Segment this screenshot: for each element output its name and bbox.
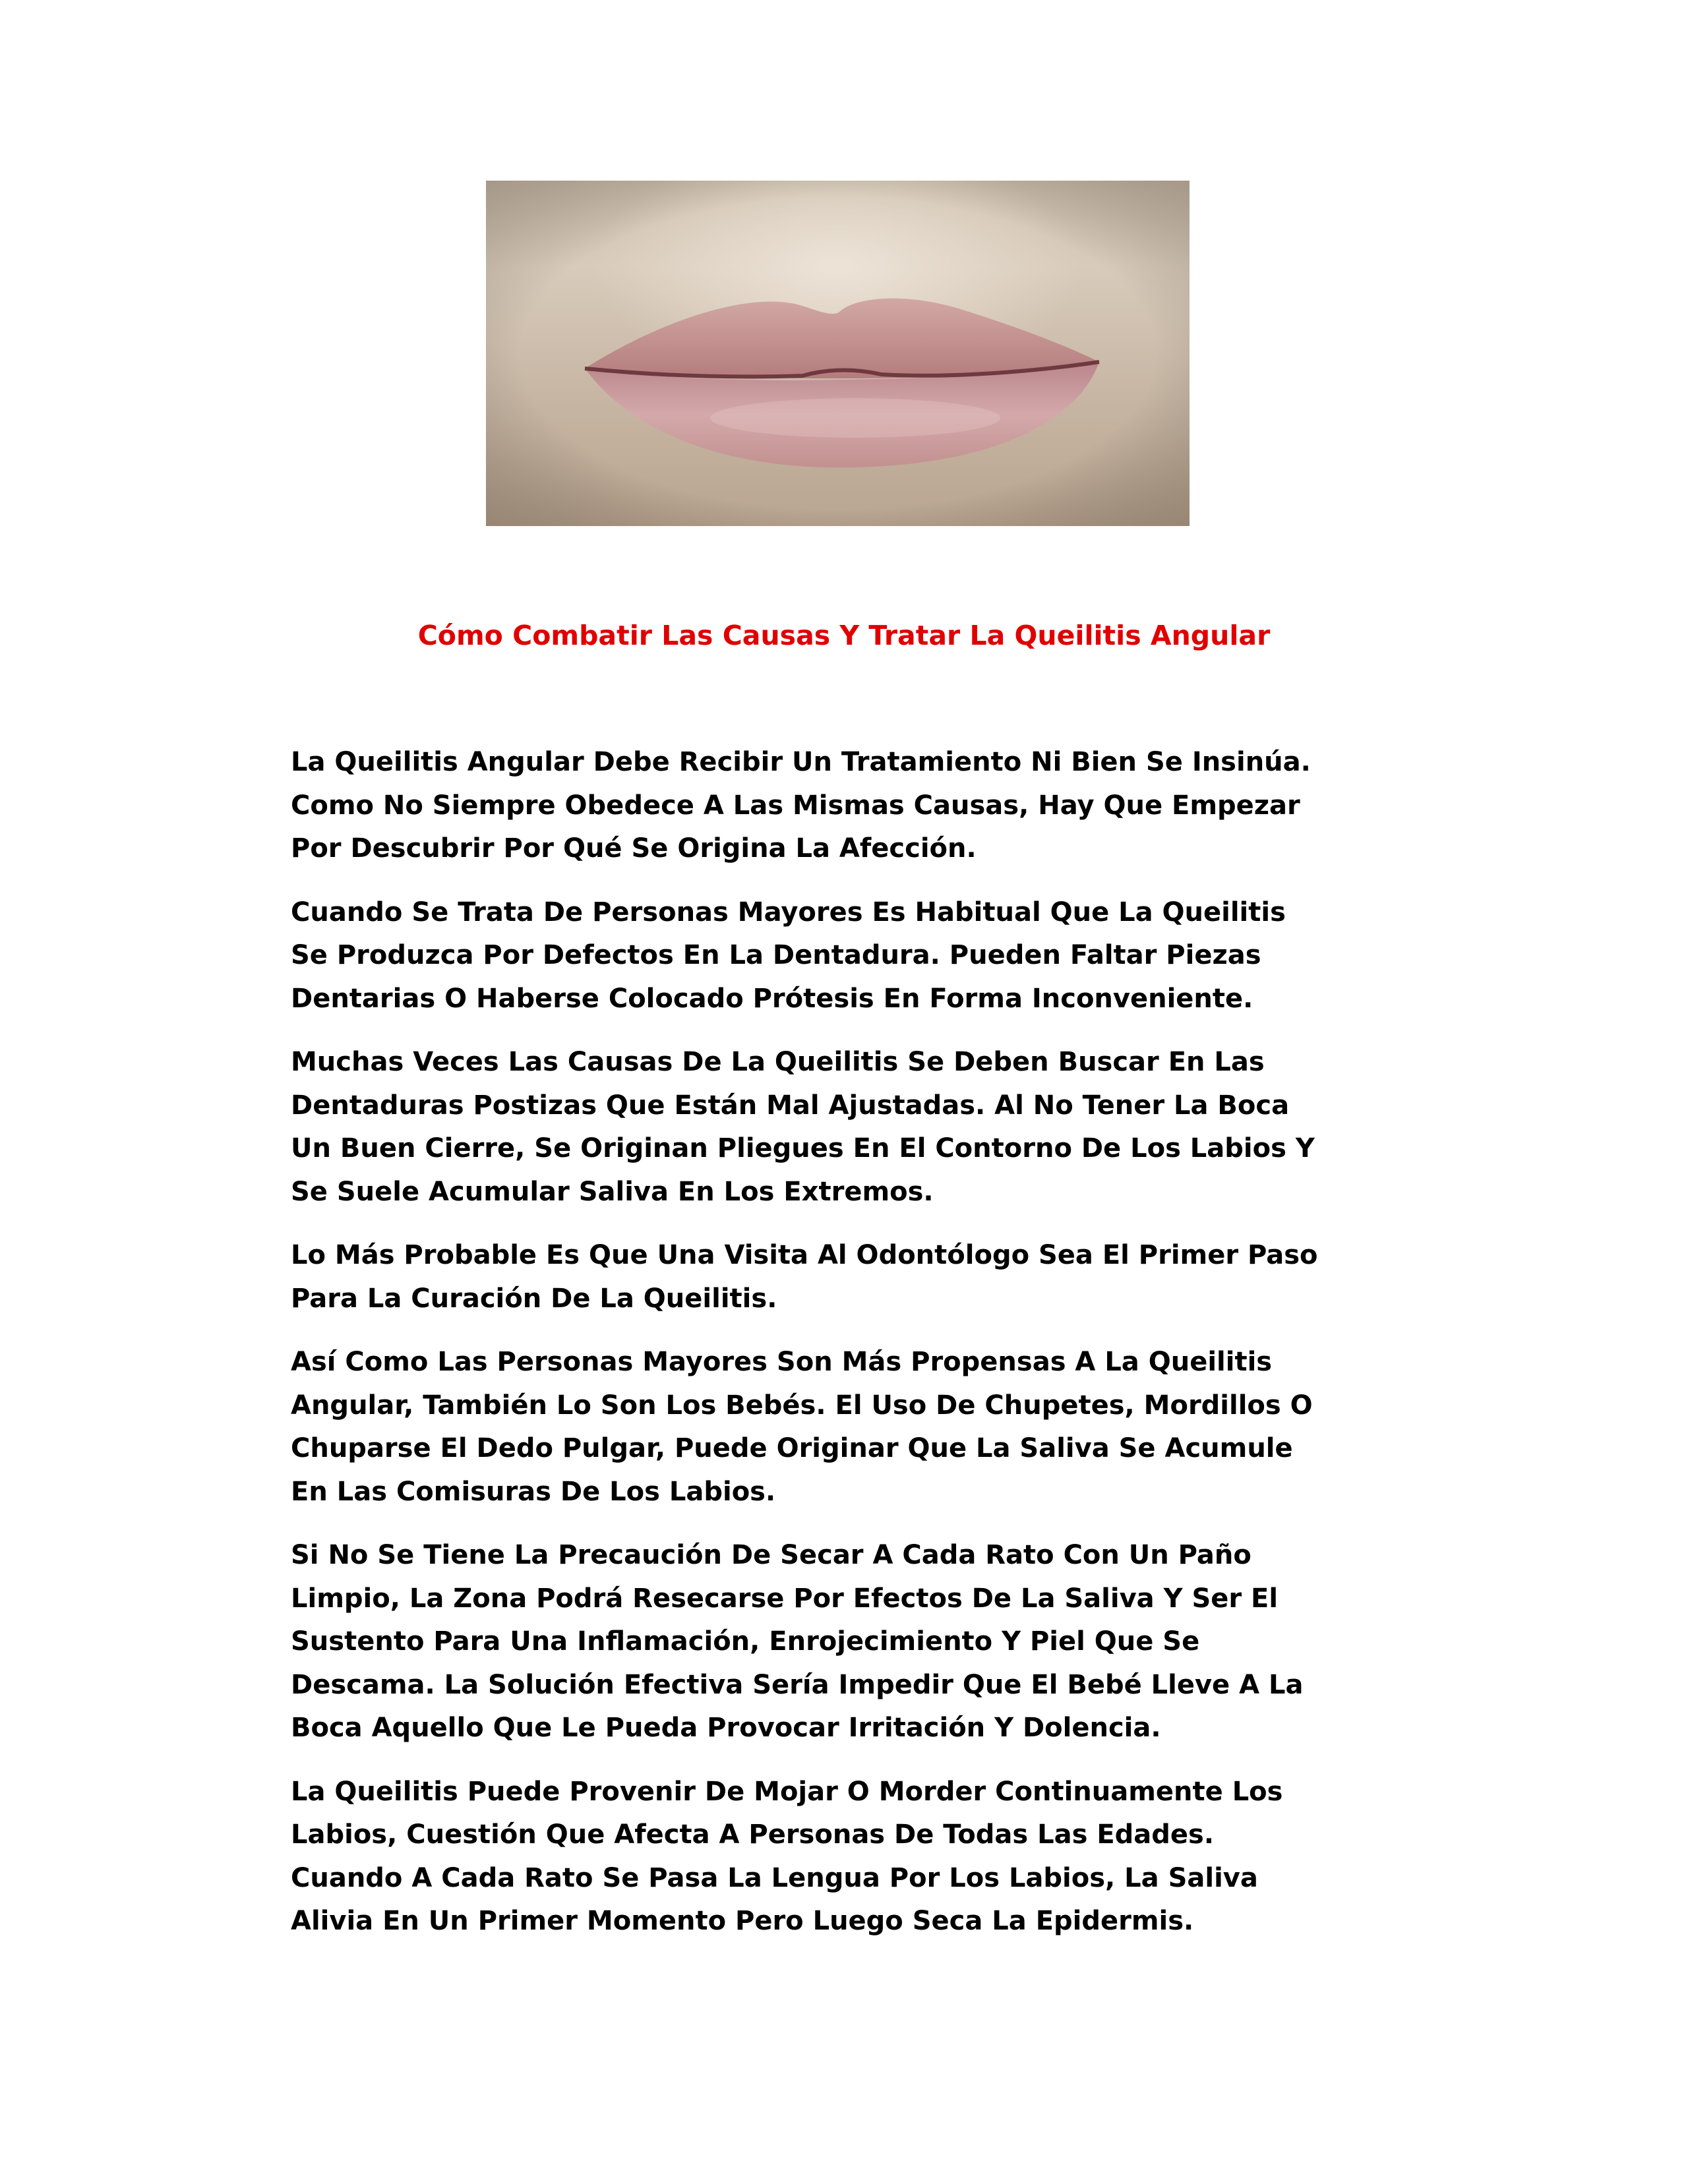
paragraph: Cuando Se Trata De Personas Mayores Es Habitual Que La Queilitis Se Produzca Por Defectos En La Dentadura. Pueden Faltar Piezas Dentarias O Haberse Colocado Prótesis En Forma Inconveniente.: [291, 897, 1286, 1014]
paragraph: Lo Más Probable Es Que Una Visita Al Odontólogo Sea El Primer Paso Para La Curación De La Queilitis.: [291, 1240, 1318, 1314]
article-body: [291, 741, 1412, 1964]
paragraph: Así Como Las Personas Mayores Son Más Propensas A La Queilitis Angular, También Lo Son Los Bebés. El Uso De Chupetes, Mordillos O Chuparse El Dedo Pulgar, Puede Originar Que La Saliva Se Acumule En Las Comisuras De Los Labios.: [291, 1347, 1313, 1507]
lips-photo: [486, 181, 1190, 526]
paragraph: Muchas Veces Las Causas De La Queilitis Se Deben Buscar En Las Dentaduras Postizas Que Están Mal Ajustadas. Al No Tener La Boca Un Buen Cierre, Se Originan Pliegues En El Contorno De Los Labios Y Se Suele Acumular Saliva En Los Extremos.: [291, 1047, 1315, 1207]
paragraph: La Queilitis Angular Debe Recibir Un Tratamiento Ni Bien Se Insinúa. Como No Siempre Obedece A Las Mismas Causas, Hay Que Empezar Por Descubrir Por Qué Se Origina La Afección.: [291, 747, 1311, 864]
paragraph: Si No Se Tiene La Precaución De Secar A Cada Rato Con Un Paño Limpio, La Zona Podrá Resecarse Por Efectos De La Saliva Y Ser El Sustento Para Una Inflamación, Enrojecimiento Y Piel Que Se Descama. La Solución Efectiva Sería Impedir Que El Bebé Lleve A La Boca Aquello Que Le Pueda Provocar Irritación Y Dolencia.: [291, 1540, 1304, 1743]
paragraph: La Queilitis Puede Provenir De Mojar O Morder Continuamente Los Labios, Cuestión Que Afecta A Personas De Todas Las Edades. Cuando A Cada Rato Se Pasa La Lengua Por Los Labios, La Saliva Alivia En Un Primer Momento Pero Luego Seca La Epidermis.: [291, 1776, 1283, 1936]
page-title: Cómo Combatir Las Causas Y Tratar La Queilitis Angular: [417, 620, 1271, 651]
lips-icon: [486, 181, 1190, 526]
